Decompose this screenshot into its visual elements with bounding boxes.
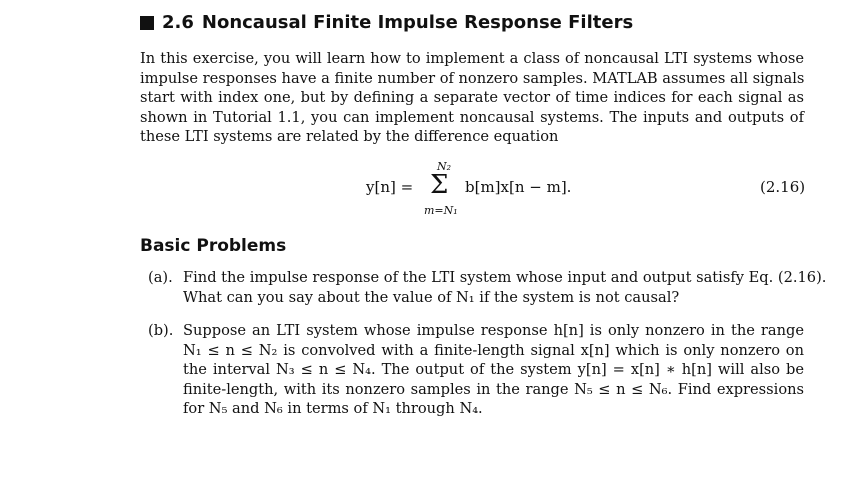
section-square-icon [140, 16, 154, 30]
equation-lhs: y[n] = [366, 178, 414, 196]
intro-paragraph [140, 49, 804, 147]
problem-body [183, 268, 827, 307]
summation-symbol: Σ [430, 170, 449, 200]
problem-body [183, 321, 804, 419]
sum-lower-limit: m=N₁ [424, 204, 458, 217]
problem-line: N₁ ≤ n ≤ N₂ is convolved with a finite-length signal x[n] which is only nonzero on [183, 341, 804, 359]
section-heading [140, 12, 633, 33]
basic-problems-heading: Basic Problems [140, 236, 287, 256]
intro-line: In this exercise, you will learn how to implement a class of noncausal LTI systems whose [140, 50, 804, 67]
intro-line: these LTI systems are related by the difference equation [140, 128, 559, 146]
intro-line: impulse responses have a finite number of nonzero samples. MATLAB assumes all signals [140, 69, 805, 87]
problem-line: Find the impulse response of the LTI system whose input and output satisfy Eq. (2.16). [183, 269, 827, 286]
problem-line: What can you say about the value of N₁ if the system is not causal? [183, 288, 680, 306]
section-title: Noncausal Finite Impulse Response Filters [201, 12, 634, 33]
section-number: 2.6 [162, 12, 194, 33]
problem-line: finite-length, with its nonzero samples in the range N₅ ≤ n ≤ N₆. Find expressions [183, 380, 804, 398]
difference-equation [0, 160, 867, 224]
problem-marker: (a). [148, 269, 173, 286]
intro-line: start with index one, but by defining a separate vector of time indices for each signal as [140, 89, 804, 107]
equation-rhs: b[m]x[n − m]. [465, 178, 572, 196]
intro-line: shown in Tutorial 1.1, you can implement noncausal systems. The inputs and outputs of [140, 108, 804, 126]
problem-line: the interval N₃ ≤ n ≤ N₄. The output of the system y[n] = x[n] ∗ h[n] will also be [183, 361, 804, 379]
sum-upper-limit: N₂ [437, 160, 452, 173]
equation-number: (2.16) [760, 178, 806, 196]
problem-line: Suppose an LTI system whose impulse response h[n] is only nonzero in the range [183, 322, 804, 339]
problem-line: for N₅ and N₆ in terms of N₁ through N₄. [183, 400, 483, 418]
problem-marker: (b). [148, 322, 174, 339]
